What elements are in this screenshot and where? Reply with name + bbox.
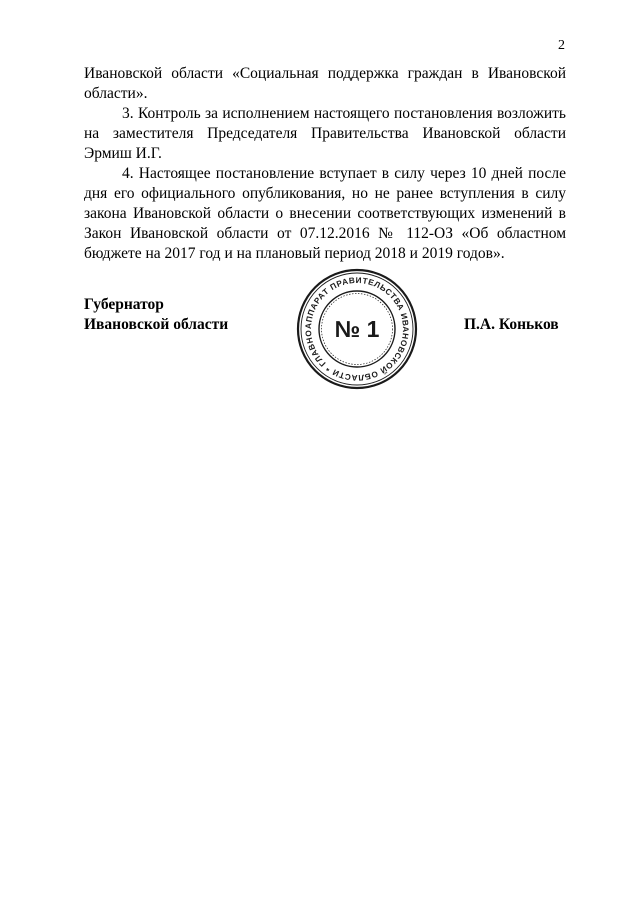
stamp-number: № 1 xyxy=(334,316,380,342)
paragraph-4: 4. Настоящее постановление вступает в силу через 10 дней после дня его официального опубликования, но не ранее вступления в силу закона Ивановской области о внесении соответствующих изменений в Закон Ивановской области от 07.12.2016 № 112-ОЗ «Об областном бюджете на 2017 год и на плановый период 2018 и 2019 годов». xyxy=(84,165,566,262)
svg-text:АППАРАТ ПРАВИТЕЛЬСТВА ИВАНОВСК: АППАРАТ ПРАВИТЕЛЬСТВА ИВАНОВСКОЙ ОБЛАСТИ * ГЛАВНО xyxy=(303,275,411,383)
stamp-seal-icon xyxy=(295,267,419,391)
official-stamp xyxy=(295,267,419,391)
paragraph-3: 3. Контроль за исполнением настоящего постановления возложить на заместителя Председателя Правительства Ивановской области Эрмиш И.Г. xyxy=(84,105,566,162)
signature-position-line2: Ивановской области xyxy=(84,316,229,333)
signature-position xyxy=(84,295,228,335)
document-body xyxy=(84,64,566,264)
signature-position-line1: Губернатор xyxy=(84,296,164,313)
paragraph-continuation: Ивановской области «Социальная поддержка граждан в Ивановской области». xyxy=(84,65,566,102)
page-number: 2 xyxy=(558,38,565,53)
signature-name: П.А. Коньков xyxy=(464,316,559,333)
